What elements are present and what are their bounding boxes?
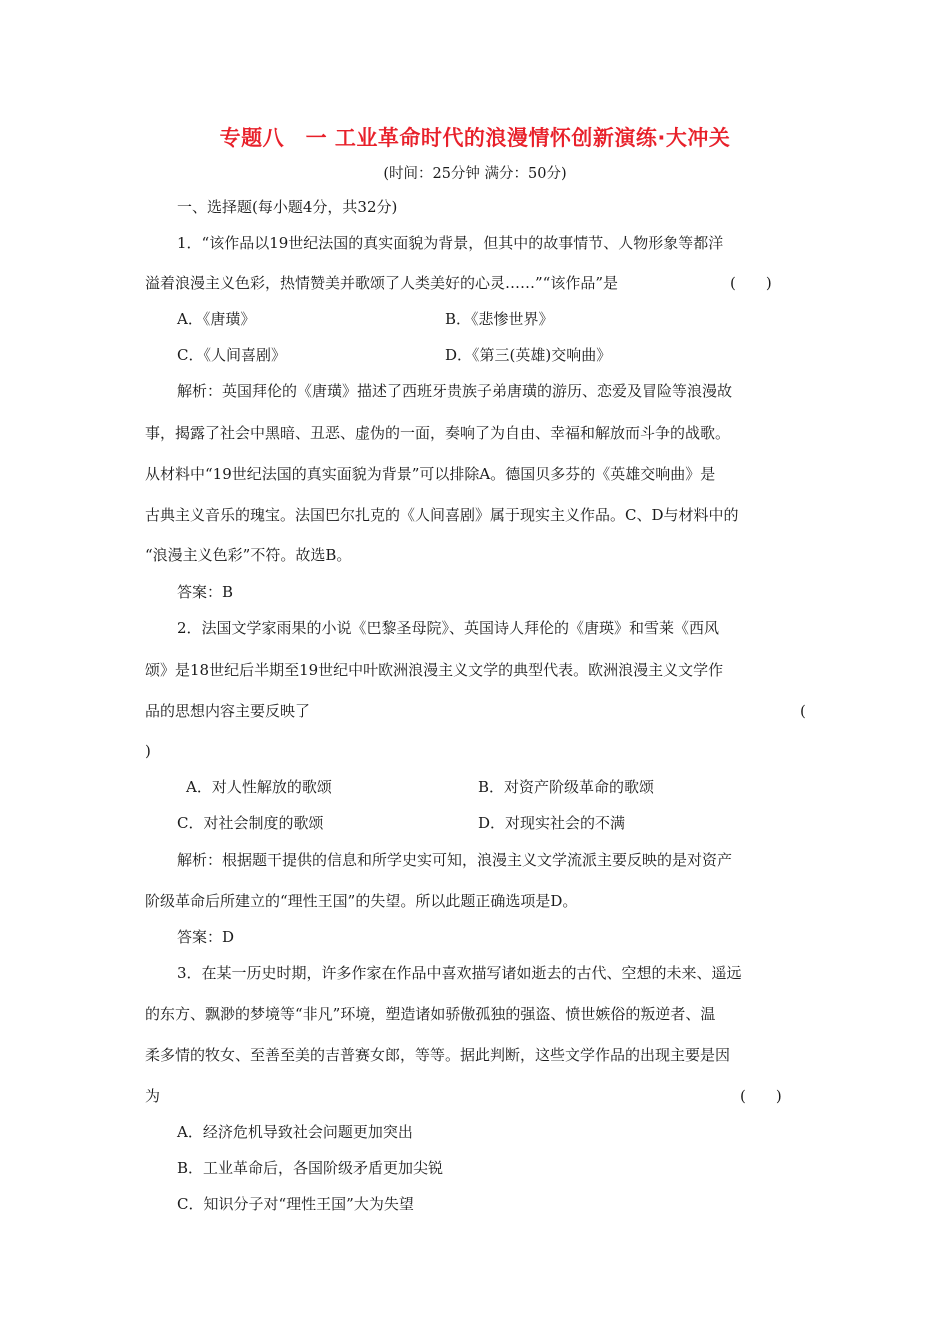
q1-explanation-line-4: 古典主义音乐的瑰宝。法国巴尔扎克的《人间喜剧》属于现实主义作品。C、D与材料中的	[145, 506, 739, 524]
q3-option-a: A．经济危机导致社会问题更加突出	[177, 1123, 413, 1141]
q1-explanation-line-5: “浪漫主义色彩”不符。故选B。	[145, 546, 352, 564]
q2-answer-blank-close: )	[145, 742, 151, 760]
section-heading: 一、选择题(每小题4分，共32分)	[177, 198, 398, 216]
q2-stem-line-3: 品的思想内容主要反映了	[145, 702, 311, 720]
q2-option-b: B．对资产阶级革命的歌颂	[478, 778, 655, 796]
q1-answer-blank: ( )	[730, 274, 772, 292]
q2-answer-blank-open: (	[800, 702, 806, 720]
q1-explanation-line-1: 解析：英国拜伦的《唐璜》描述了西班牙贵族子弟唐璜的游历、恋爱及冒险等浪漫故	[177, 382, 733, 400]
q2-option-a: A．对人性解放的歌颂	[186, 778, 332, 796]
q1-option-b: B．《悲惨世界》	[445, 310, 554, 328]
q2-option-d: D．对现实社会的不满	[478, 814, 626, 832]
q1-answer: 答案：B	[177, 583, 234, 601]
q1-stem-line-1: 1．“该作品以19世纪法国的真实面貌为背景，但其中的故事情节、人物形象等都洋	[177, 234, 724, 252]
q3-stem-line-3: 柔多情的牧女、至善至美的吉普赛女郎，等等。据此判断，这些文学作品的出现主要是因	[145, 1046, 731, 1064]
q1-explanation-line-3: 从材料中“19世纪法国的真实面貌为背景”可以排除A。德国贝多芬的《英雄交响曲》是	[145, 465, 716, 483]
q1-option-d: D．《第三(英雄)交响曲》	[445, 346, 612, 364]
q3-stem-line-2: 的东方、飘渺的梦境等“非凡”环境，塑造诸如骄傲孤独的强盗、愤世嫉俗的叛逆者、温	[145, 1005, 716, 1023]
q1-explanation-line-2: 事，揭露了社会中黑暗、丑恶、虚伪的一面，奏响了为自由、幸福和解放而斗争的战歌。	[145, 424, 731, 442]
q2-stem-line-1: 2．法国文学家雨果的小说《巴黎圣母院》、英国诗人拜伦的《唐瑛》和雪莱《西风	[177, 619, 720, 637]
page-title: 专题八 一 工业革命时代的浪漫情怀创新演练·大冲关	[219, 126, 731, 150]
q2-explanation-line-1: 解析：根据题干提供的信息和所学史实可知，浪漫主义文学流派主要反映的是对资产	[177, 851, 733, 869]
q1-option-a: A．《唐璜》	[177, 310, 256, 328]
q3-stem-line-1: 3．在某一历史时期，许多作家在作品中喜欢描写诸如逝去的古代、空想的未来、遥远	[177, 964, 742, 982]
q2-stem-line-2: 颂》是18世纪后半期至19世纪中叶欧洲浪漫主义文学的典型代表。欧洲浪漫主义文学作	[145, 661, 724, 679]
page-subtitle: (时间：25分钟 满分：50分)	[383, 166, 567, 182]
q2-option-c: C．对社会制度的歌颂	[177, 814, 324, 832]
q1-stem-line-2: 溢着浪漫主义色彩，热情赞美并歌颂了人类美好的心灵……”“该作品”是	[145, 274, 619, 292]
q3-answer-blank: ( )	[740, 1087, 782, 1105]
q3-option-c: C．知识分子对“理性王国”大为失望	[177, 1195, 414, 1213]
q2-explanation-line-2: 阶级革命后所建立的“理性王国”的失望。所以此题正确选项是D。	[145, 892, 578, 910]
q3-stem-line-4: 为	[145, 1087, 161, 1105]
q2-answer: 答案：D	[177, 928, 235, 946]
q1-option-c: C．《人间喜剧》	[177, 346, 286, 364]
q3-option-b: B．工业革命后，各国阶级矛盾更加尖锐	[177, 1159, 444, 1177]
